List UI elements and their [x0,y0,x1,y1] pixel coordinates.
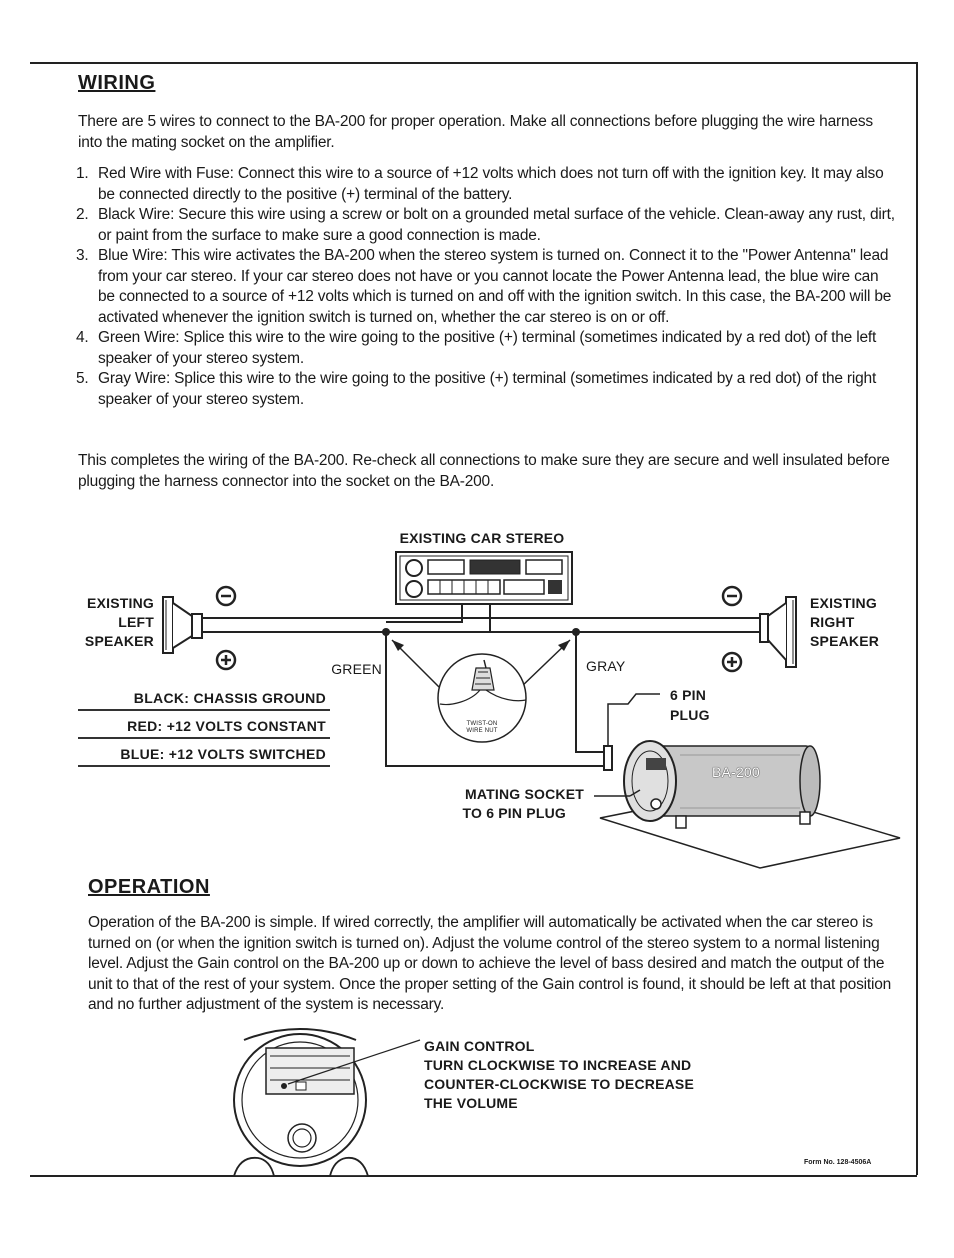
left-speaker-label-line3: SPEAKER [84,633,154,649]
minus-icon [217,587,235,605]
wiring-intro: There are 5 wires to connect to the BA-200 for proper operation. Make all connections before plugging the wire harness into the mating socket on the amplifier. [78,113,873,151]
gain-label-line3: COUNTER-CLOCKWISE TO DECREASE [424,1076,694,1092]
stereo-label: EXISTING CAR STEREO [399,530,565,546]
socket-label-line1: MATING SOCKET [464,786,584,802]
wire-nut-label-line1: TWIST-ON [466,721,498,727]
wiring-step: 5. Gray Wire: Splice this wire to the wire going to the positive (+) terminal (sometimes indicated by a red dot) of the right speaker of your stereo system. [76,370,877,408]
right-speaker-label-line2: RIGHT [810,614,855,630]
plus-icon [217,651,235,669]
gain-label-line2: TURN CLOCKWISE TO INCREASE AND [424,1057,692,1073]
wiring-step: 4. Green Wire: Splice this wire to the wire going to the positive (+) terminal (sometimes indicated by a red dot) of the left speaker of your stereo system. [76,329,877,367]
wiring-step: 1. Red Wire with Fuse: Connect this wire to a source of +12 volts which does not turn off with the ignition key. It may also be connected directly to the positive (+) terminal of the battery. [76,165,884,203]
amplifier-label: BA-200 [712,764,760,780]
gray-wire-label: GRAY [586,658,626,674]
gain-control-illustration [234,1029,420,1176]
minus-icon [723,587,741,605]
operation-text: Operation of the BA-200 is simple. If wired correctly, the amplifier will automatically be activated when the car stereo is turned on (or when the ignition switch is turned on). Adjust the volume control of the stereo system to a normal listening level. Adjust the Gain control on the BA-200 up or down to achieve the level of bass desired and match the output of the unit to that of the rest of your system. Once the proper setting of the Gain control is found, it should be left at that position and no further adjustment of the system is necessary. [88,914,892,1013]
plug-label-line1: 6 PIN [670,687,707,703]
plus-icon [723,653,741,671]
legend-black: BLACK: CHASSIS GROUND [78,685,330,711]
car-stereo-icon [396,552,572,604]
wiring-closing: This completes the wiring of the BA-200. Re-check all connections to make sure they are secure and well insulated before plugging the harness connector into the socket on the BA-200. [78,452,890,490]
plug-label-line2: PLUG [670,707,710,723]
wiring-step: 3. Blue Wire: This wire activates the BA-200 when the stereo system is turned on. Connect it to the "Power Antenna" lead from your car stereo. If your car stereo does not have or you cannot locate the Power Antenna lead, the blue wire can be connected to a source of +12 volts which is turned on and off with the ignition switch. In this case, the BA-200 will be activated whenever the ignition switch is turned on, whether the car stereo is on or off. [76,247,892,326]
gain-label-line1: GAIN CONTROL [424,1038,535,1054]
legend-red: RED: +12 VOLTS CONSTANT [78,713,330,739]
wiring-step: 2. Black Wire: Secure this wire using a screw or bolt on a grounded metal surface of the vehicle. Clean-away any rust, dirt, or paint from the surface to make sure a good connection is made. [76,206,895,244]
form-number: Form No. 128-4506A [804,1159,872,1166]
left-speaker-label-line1: EXISTING [87,595,154,611]
right-speaker-label-line3: SPEAKER [810,633,880,649]
left-speaker-icon [163,597,202,653]
wiring-heading: WIRING [78,72,156,94]
wire-nut-label-line2: WIRE NUT [466,728,498,734]
legend-blue: BLUE: +12 VOLTS SWITCHED [78,741,330,767]
gain-label-line4: THE VOLUME [424,1095,518,1111]
operation-heading: OPERATION [88,876,210,898]
green-wire-label: GREEN [331,661,382,677]
right-speaker-icon [760,597,796,667]
gray-wire [576,632,604,752]
socket-label-line2: TO 6 PIN PLUG [462,805,566,821]
amplifier-icon [600,741,900,868]
six-pin-plug [604,746,612,770]
right-speaker-label-line1: EXISTING [810,595,877,611]
left-speaker-label-line2: LEFT [118,614,154,630]
